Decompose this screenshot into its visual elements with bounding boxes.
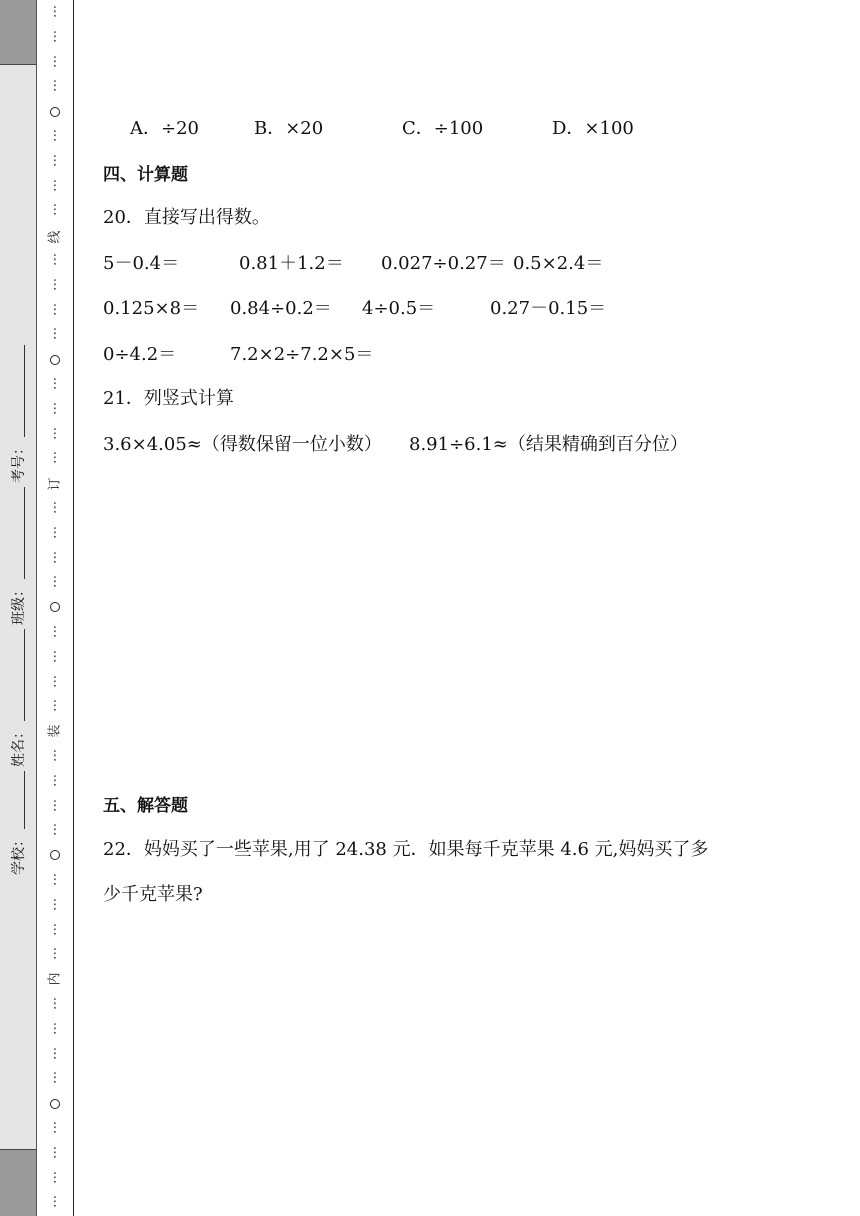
class-label: 班级：	[11, 583, 27, 625]
vertical-calc-item: 3.6×4.05≈（得数保留一位小数）	[103, 434, 382, 455]
dotted-line-icon: ⋮	[48, 500, 62, 516]
dotted-line-icon: ⋮	[48, 525, 62, 541]
dotted-line-icon: ⋮	[48, 401, 62, 417]
dotted-line-icon: ⋮	[48, 674, 62, 690]
calc-item: 0÷4.2＝	[103, 344, 177, 365]
dotted-line-icon: ⋮	[48, 202, 62, 218]
dotted-line-icon: ⋮	[48, 1021, 62, 1037]
dotted-line-icon: ⋮	[48, 302, 62, 318]
dotted-line-icon: ⋮	[48, 574, 62, 590]
exam-number-label: 考号：	[11, 441, 27, 483]
dotted-line-icon: ⋮	[48, 1145, 62, 1161]
dotted-line-icon: ⋮	[48, 922, 62, 938]
calc-item: 0.5×2.4＝	[513, 253, 604, 274]
dotted-line-icon: ⋮	[48, 326, 62, 342]
seal-mark-char: 内	[47, 972, 63, 986]
dotted-line-icon: ⋮	[48, 277, 62, 293]
calc-item: 0.81＋1.2＝	[239, 253, 344, 274]
dotted-line-icon: ⋮	[48, 798, 62, 814]
name-label: 姓名：	[11, 725, 27, 767]
section-5-title: 五、解答题	[103, 796, 188, 816]
dotted-line-icon: ⋮	[48, 550, 62, 566]
dotted-line-icon: ⋮	[48, 698, 62, 714]
dotted-line-icon: ⋮	[48, 748, 62, 764]
calc-item: 0.84÷0.2＝	[230, 298, 332, 319]
calc-item: 0.27－0.15＝	[490, 298, 607, 319]
dotted-line-icon: ⋮	[48, 78, 62, 94]
option-b: B．×20	[254, 118, 324, 139]
dotted-line-icon: ⋮	[48, 54, 62, 70]
dotted-line-icon: ⋮	[48, 1194, 62, 1210]
dotted-line-icon: ⋮	[48, 946, 62, 962]
calc-item: 0.125×8＝	[103, 298, 200, 319]
dotted-line-icon: ⋮	[48, 897, 62, 913]
dotted-line-icon: ⋮	[48, 4, 62, 20]
seal-mark-char: 装	[47, 724, 63, 738]
section-4-title: 四、计算题	[103, 165, 188, 185]
dotted-line-icon: ⋮	[48, 822, 62, 838]
dotted-line-icon: ⋮	[48, 1070, 62, 1086]
seal-mark-char: 订	[47, 477, 63, 491]
seal-mark-char: 线	[47, 230, 63, 244]
calc-item: 0.027÷0.27＝	[381, 253, 506, 274]
dotted-line-icon: ⋮	[48, 773, 62, 789]
dotted-line-icon: ⋮	[48, 996, 62, 1012]
calc-item: 4÷0.5＝	[362, 298, 436, 319]
dotted-line-icon: ⋮	[48, 29, 62, 45]
question-22-line-1: 22．妈妈买了一些苹果,用了 24.38 元．如果每千克苹果 4.6 元,妈妈买了多	[103, 839, 709, 860]
dotted-line-icon: ⋮	[48, 450, 62, 466]
dotted-line-icon: ⋮	[48, 1170, 62, 1186]
dotted-line-icon: ⋮	[48, 128, 62, 144]
question-22-line-2: 少千克苹果?	[103, 884, 203, 905]
option-c: C．÷100	[402, 118, 484, 139]
calc-item: 5－0.4＝	[103, 253, 180, 274]
dotted-line-icon: ⋮	[48, 1120, 62, 1136]
school-label: 学校：	[11, 833, 27, 875]
dotted-line-icon: ⋮	[48, 252, 62, 268]
dotted-line-icon: ⋮	[48, 872, 62, 888]
dotted-line-icon: ⋮	[48, 178, 62, 194]
option-d: D．×100	[552, 118, 634, 139]
dotted-line-icon: ⋮	[48, 376, 62, 392]
dotted-line-icon: ⋮	[48, 1046, 62, 1062]
option-a: A．÷20	[130, 118, 199, 139]
question-21: 21．列竖式计算	[103, 388, 234, 409]
dotted-line-icon: ⋮	[48, 649, 62, 665]
dotted-line-icon: ⋮	[48, 426, 62, 442]
dotted-line-icon: ⋮	[48, 624, 62, 640]
calc-item: 7.2×2÷7.2×5＝	[230, 344, 374, 365]
dotted-line-icon: ⋮	[48, 153, 62, 169]
vertical-calc-item: 8.91÷6.1≈（结果精确到百分位）	[409, 434, 688, 455]
question-20: 20．直接写出得数。	[103, 207, 270, 228]
